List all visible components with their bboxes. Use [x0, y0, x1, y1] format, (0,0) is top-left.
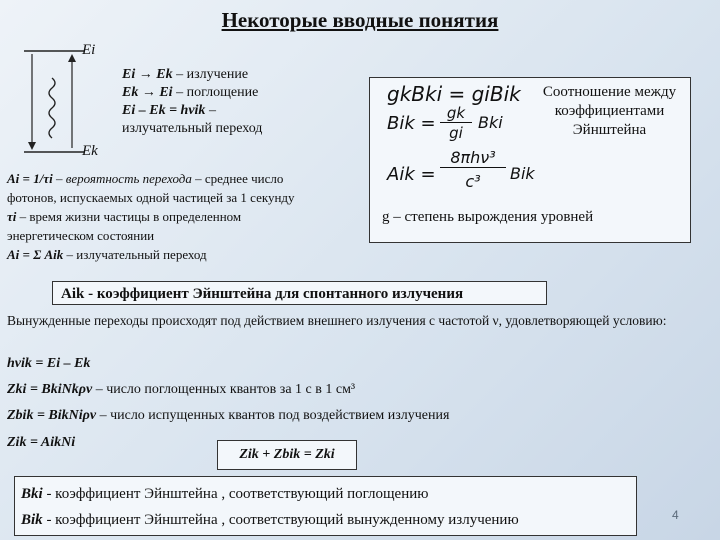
ai-rest: – среднее число — [191, 171, 284, 186]
balance-equation-box — [217, 440, 357, 470]
relation-label: Соотношение между коэффициентами Эйнштейна — [542, 84, 677, 138]
resonance-condition: hνik = Ei – Ek — [7, 356, 91, 371]
absorption-text: – поглощение — [172, 85, 259, 100]
equation-aik-lhs: Aik = — [387, 164, 436, 185]
degeneracy-text: g – степень вырождения уровней — [382, 209, 594, 225]
sum-expression: Ai = Σ Aik — [7, 247, 64, 262]
coefficients-box — [14, 476, 637, 536]
emission-expression: Ei → Ek — [122, 67, 173, 82]
equation-aik-rhs: Bik — [510, 164, 535, 183]
radiative-transition-text: излучательный переход — [122, 121, 263, 136]
zki-expression: Zki = BkiNkρν — [7, 382, 93, 397]
lifetime-block — [7, 169, 372, 264]
page-title: Некоторые вводные понятия — [221, 8, 499, 32]
equation-bik-rhs: Bki — [478, 113, 503, 132]
ai-text: – вероятность перехода — [52, 171, 192, 186]
energy-dash: – — [205, 103, 216, 118]
zik-expression: Zik = AikNi — [7, 435, 76, 450]
lower-level-label: Ek — [82, 143, 98, 159]
aik-description: - коэффициент Эйнштейна для спонтанного излучения — [84, 286, 464, 302]
bik-symbol: Bik — [21, 512, 43, 528]
bki-description: - коэффициент Эйнштейна , соответствующий поглощению — [42, 486, 429, 502]
equation-bik-numerator: gk — [440, 104, 472, 123]
equation-aik-numerator: 8πhν³ — [440, 148, 506, 168]
aik-symbol: Aik — [61, 286, 85, 302]
absorption-expression: Ek → Ei — [122, 85, 173, 100]
photon-wave — [49, 78, 55, 138]
up-arrow-head — [68, 54, 76, 62]
tau-symbol: τi — [7, 209, 17, 224]
page-number: 4 — [672, 508, 679, 522]
bik-description: - коэффициент Эйнштейна , соответствующий вынужденному излучению — [42, 512, 519, 528]
equation-aik-denominator: c³ — [465, 172, 481, 191]
tau-text: – время жизни частицы в определенном — [16, 209, 242, 224]
photons-text: фотонов, испускаемых одной частицей за 1 секунду — [7, 190, 295, 205]
equation-gb: gkBki = giBik — [387, 82, 521, 106]
energy-expression: Ei – Ek = hνik — [122, 103, 206, 118]
induced-intro: Вынужденные переходы происходят под действием внешнего излучения с частотой ν, удовлетворяющей условию: — [7, 313, 667, 328]
sum-text: – излучательный переход — [63, 247, 207, 262]
bki-symbol: Bki — [21, 486, 43, 502]
zbik-text: – число испущенных квантов под воздействием излучения — [96, 408, 450, 423]
ai-expression: Ai = 1/τi — [7, 171, 53, 186]
transition-list — [122, 66, 262, 138]
balance-equation: Zik + Zbik = Zki — [239, 447, 335, 462]
equation-bik-lhs: Bik = — [387, 113, 436, 134]
emission-text: – излучение — [172, 67, 249, 82]
down-arrow-head — [28, 142, 36, 150]
zki-text: – число поглощенных квантов за 1 с в 1 см³ — [92, 382, 356, 397]
state-text: энергетическом состоянии — [7, 228, 155, 243]
spontaneous-coefficient-box — [52, 281, 547, 305]
zbik-expression: Zbik = BikNiρν — [7, 408, 97, 423]
equation-bik-denominator: gi — [449, 124, 463, 142]
upper-level-label: Ei — [82, 42, 96, 58]
